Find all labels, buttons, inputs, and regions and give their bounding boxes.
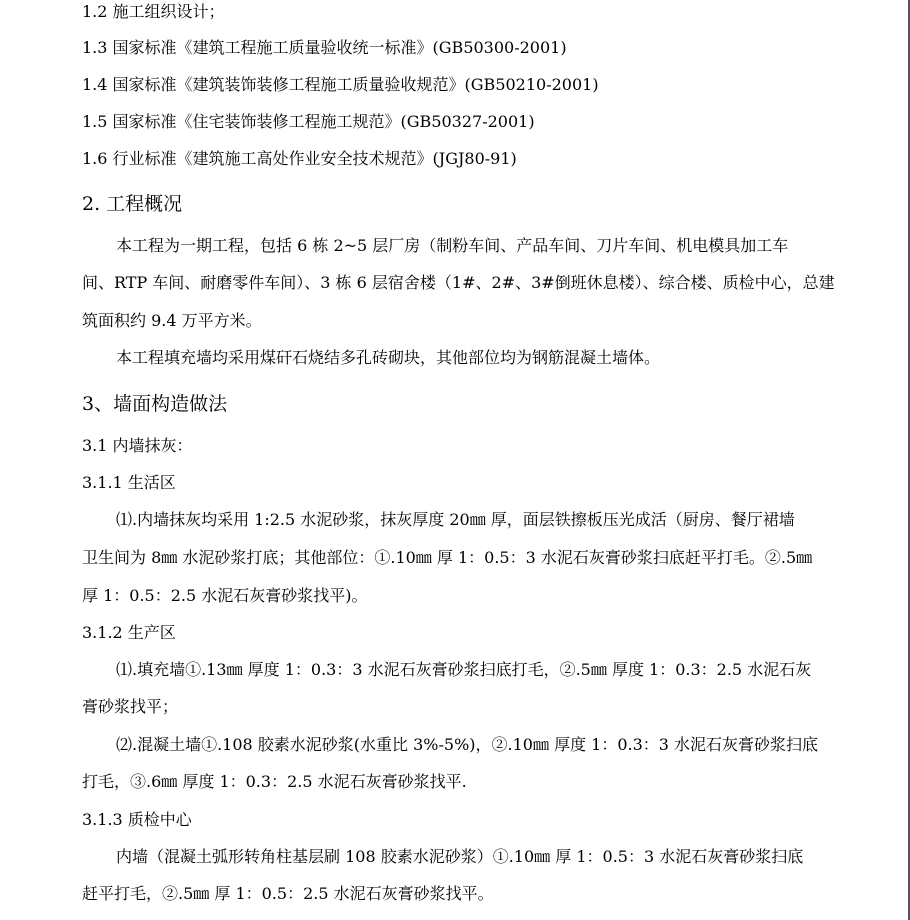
paragraph-line: 本工程填充墙均采用煤矸石烧结多孔砖砌块，其他部位均为钢筋混凝土墙体。 bbox=[116, 348, 661, 367]
paragraph-line: 打毛，③.6㎜ 厚度 1：0.3：2.5 水泥石灰膏砂浆找平. bbox=[82, 772, 467, 791]
text-line: 1.2 施工组织设计； bbox=[82, 2, 225, 21]
paragraph-line: 本工程为一期工程，包括 6 栋 2~5 层厂房（制粉车间、产品车间、刀片车间、机电模具加工车 bbox=[116, 236, 789, 255]
paragraph-line: 内墙（混凝土弧形转角柱基层刷 108 胶素水泥砂浆）①.10㎜ 厚 1：0.5：3 水泥石灰膏砂浆扫底 bbox=[116, 847, 804, 866]
subsection-heading: 3.1.3 质检中心 bbox=[82, 810, 192, 829]
paragraph-line: ⑵.混凝土墙①.108 胶素水泥砂浆(水重比 3%-5%)，②.10㎜ 厚度 1：0.3：3 水泥石灰膏砂浆扫底 bbox=[116, 735, 819, 754]
paragraph-line: 膏砂浆找平； bbox=[82, 697, 179, 716]
paragraph-line: ⑴.填充墙①.13㎜ 厚度 1：0.3：3 水泥石灰膏砂浆扫底打毛，②.5㎜ 厚度 1：0.3：2.5 水泥石灰 bbox=[116, 660, 812, 679]
text-line: 1.6 行业标准《建筑施工高处作业安全技术规范》(JGJ80-91) bbox=[82, 149, 517, 168]
paragraph-line: ⑴.内墙抹灰均采用 1:2.5 水泥砂浆，抹灰厚度 20㎜ 厚，面层铁擦板压光成活（厨房、餐厅裙墙 bbox=[116, 510, 795, 529]
text-line: 1.5 国家标准《住宅装饰装修工程施工规范》(GB50327-2001) bbox=[82, 112, 535, 131]
paragraph-line: 卫生间为 8㎜ 水泥砂浆打底；其他部位：①.10㎜ 厚 1：0.5：3 水泥石灰膏砂浆扫底赶平打毛。②.5㎜ bbox=[82, 548, 813, 567]
subsection-heading: 3.1 内墙抹灰： bbox=[82, 436, 193, 455]
paragraph-line: 厚 1：0.5：2.5 水泥石灰膏砂浆找平)。 bbox=[82, 586, 368, 605]
subsection-heading: 3.1.2 生产区 bbox=[82, 623, 176, 642]
text-line: 1.4 国家标准《建筑装饰装修工程施工质量验收规范》(GB50210-2001) bbox=[82, 75, 599, 94]
subsection-heading: 3.1.1 生活区 bbox=[82, 473, 176, 492]
section-heading: 2. 工程概况 bbox=[82, 193, 183, 215]
text-line: 1.3 国家标准《建筑工程施工质量验收统一标准》(GB50300-2001) bbox=[82, 38, 567, 57]
paragraph-line: 筑面积约 9.4 万平方米。 bbox=[82, 311, 262, 330]
paragraph-line: 赶平打毛，②.5㎜ 厚 1：0.5：2.5 水泥石灰膏砂浆找平。 bbox=[82, 884, 494, 903]
paragraph-line: 间、RTP 车间、耐磨零件车间）、3 栋 6 层宿舍楼（1#、2#、3#倒班休息楼）、综合楼、质检中心，总建 bbox=[82, 273, 835, 292]
section-heading: 3、墙面构造做法 bbox=[82, 393, 228, 415]
